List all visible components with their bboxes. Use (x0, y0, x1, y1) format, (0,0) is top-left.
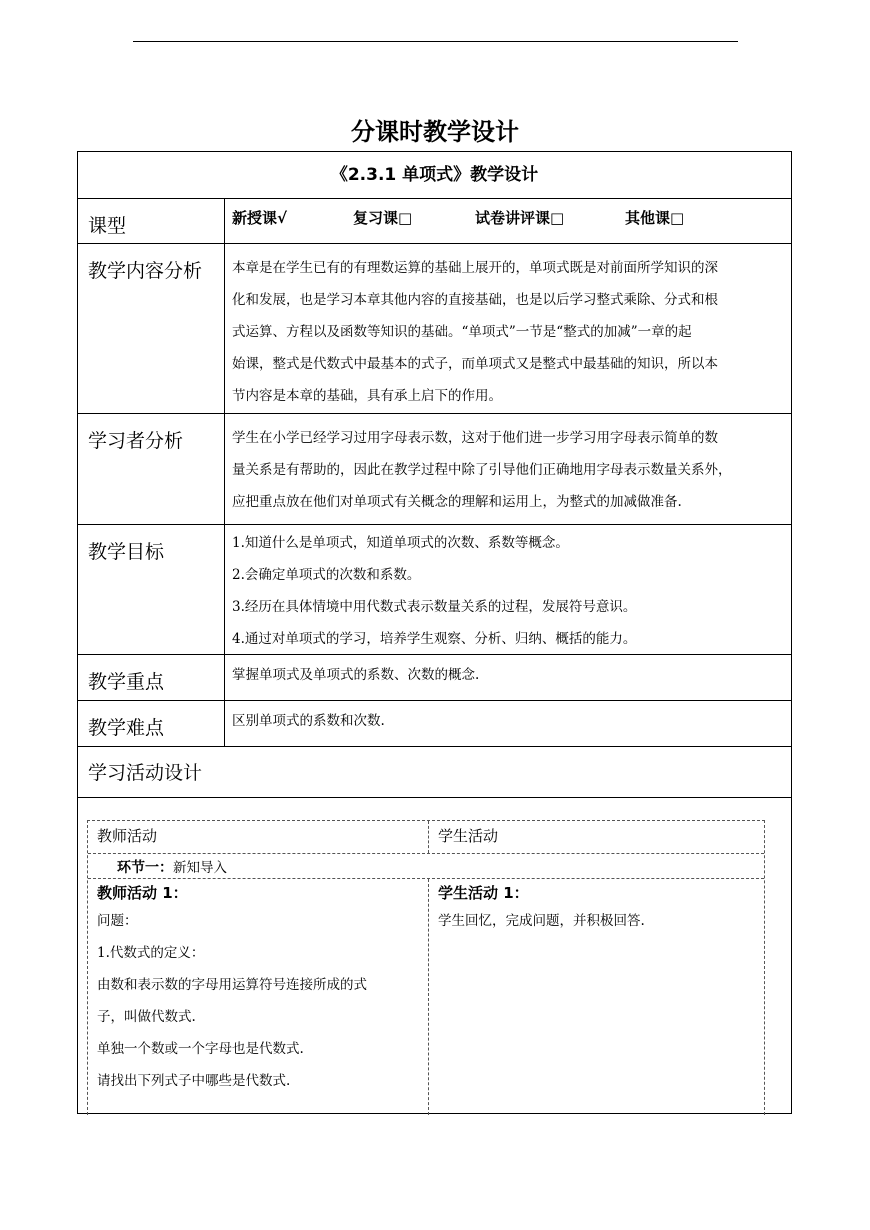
content-line: 本章是在学生已有的有理数运算的基础上展开的，单项式既是对前面所学知识的深 (232, 260, 718, 276)
teacher-line: 1.代数式的定义： (97, 945, 205, 961)
content-line: 式运算、方程以及函数等知识的基础。“单项式”一节是“整式的加减”一章的起 (232, 324, 692, 340)
goal-line: 4.通过对单项式的学习，培养学生观察、分析、归纳、概括的能力。 (232, 631, 637, 647)
teaching-goals-text (225, 525, 791, 654)
teaching-goals-row (78, 525, 791, 655)
stage-one-row (88, 853, 764, 879)
learner-analysis-label: 学习者分析 (78, 414, 225, 524)
learner-analysis-row (78, 414, 791, 525)
student-activity-title: 学生活动 1： (438, 884, 529, 902)
lesson-type-label: 课型 (78, 199, 225, 243)
header-rule (133, 41, 738, 42)
difficulty-row (78, 701, 791, 747)
learner-line: 学生在小学已经学习过用字母表示数，这对于他们进一步学习用字母表示简单的数 (232, 430, 718, 446)
stage-label: 环节一： (117, 860, 173, 876)
activity-design-label: 学习活动设计 (88, 762, 203, 784)
content-analysis-row (78, 244, 791, 414)
type-option-new[interactable]: 新授课√ (232, 209, 288, 227)
document-title: 分课时教学设计 (351, 118, 519, 146)
lesson-title-row: 《2.3.1 单项式》教学设计 (78, 152, 791, 199)
lesson-type-row (78, 199, 791, 244)
goal-line: 1.知道什么是单项式，知道单项式的次数、系数等概念。 (232, 535, 569, 551)
content-line: 节内容是本章的基础，具有承上启下的作用。 (232, 388, 502, 404)
content-analysis-text (225, 244, 791, 413)
goal-line: 3.经历在具体情境中用代数式表示数量关系的过程，发展符号意识。 (232, 599, 637, 615)
teacher-line: 由数和表示数的字母用运算符号连接所成的式 (97, 977, 367, 993)
difficulty-text: 区别单项式的系数和次数. (232, 713, 385, 729)
learner-analysis-text (225, 414, 791, 524)
type-option-exam-review[interactable]: 试卷讲评课□ (475, 209, 565, 227)
stage-name: 新知导入 (173, 860, 227, 876)
activity-table (87, 820, 765, 1115)
type-option-review[interactable]: 复习课□ (353, 209, 413, 227)
student-line: 学生回忆，完成问题，并积极回答. (438, 913, 645, 929)
teacher-line: 请找出下列式子中哪些是代数式. (97, 1073, 291, 1089)
key-points-label: 教学重点 (78, 655, 225, 700)
key-points-row (78, 655, 791, 701)
teacher-activity-header: 教师活动 (88, 821, 429, 853)
teacher-line: 问题： (97, 913, 138, 929)
activity-design-row (78, 747, 791, 798)
student-activity-cell (429, 879, 764, 1115)
teacher-activity-cell (88, 879, 429, 1115)
content-line: 始课，整式是代数式中最基本的式子，而单项式又是整式中最基础的知识，所以本 (232, 356, 718, 372)
type-option-other[interactable]: 其他课□ (625, 209, 685, 227)
difficulty-label: 教学难点 (78, 701, 225, 746)
activity-table-header (88, 821, 764, 854)
teacher-line: 单独一个数或一个字母也是代数式. (97, 1041, 304, 1057)
learner-line: 量关系是有帮助的，因此在教学过程中除了引导他们正确地用字母表示数量关系外， (232, 462, 732, 478)
content-analysis-label: 教学内容分析 (78, 244, 225, 413)
student-activity-header: 学生活动 (438, 827, 499, 845)
key-points-text: 掌握单项式及单项式的系数、次数的概念. (232, 667, 480, 683)
teacher-activity-title: 教师活动 1： (97, 884, 188, 902)
lesson-type-options (225, 199, 791, 243)
teacher-line: 子，叫做代数式. (97, 1009, 196, 1025)
goal-line: 2.会确定单项式的次数和系数。 (232, 567, 421, 583)
lesson-plan-table (77, 151, 792, 1114)
content-line: 化和发展，也是学习本章其他内容的直接基础，也是以后学习整式乘除、分式和根 (232, 292, 718, 308)
teaching-goals-label: 教学目标 (78, 525, 225, 654)
learner-line: 应把重点放在他们对单项式有关概念的理解和运用上，为整式的加减做准备. (232, 494, 682, 510)
